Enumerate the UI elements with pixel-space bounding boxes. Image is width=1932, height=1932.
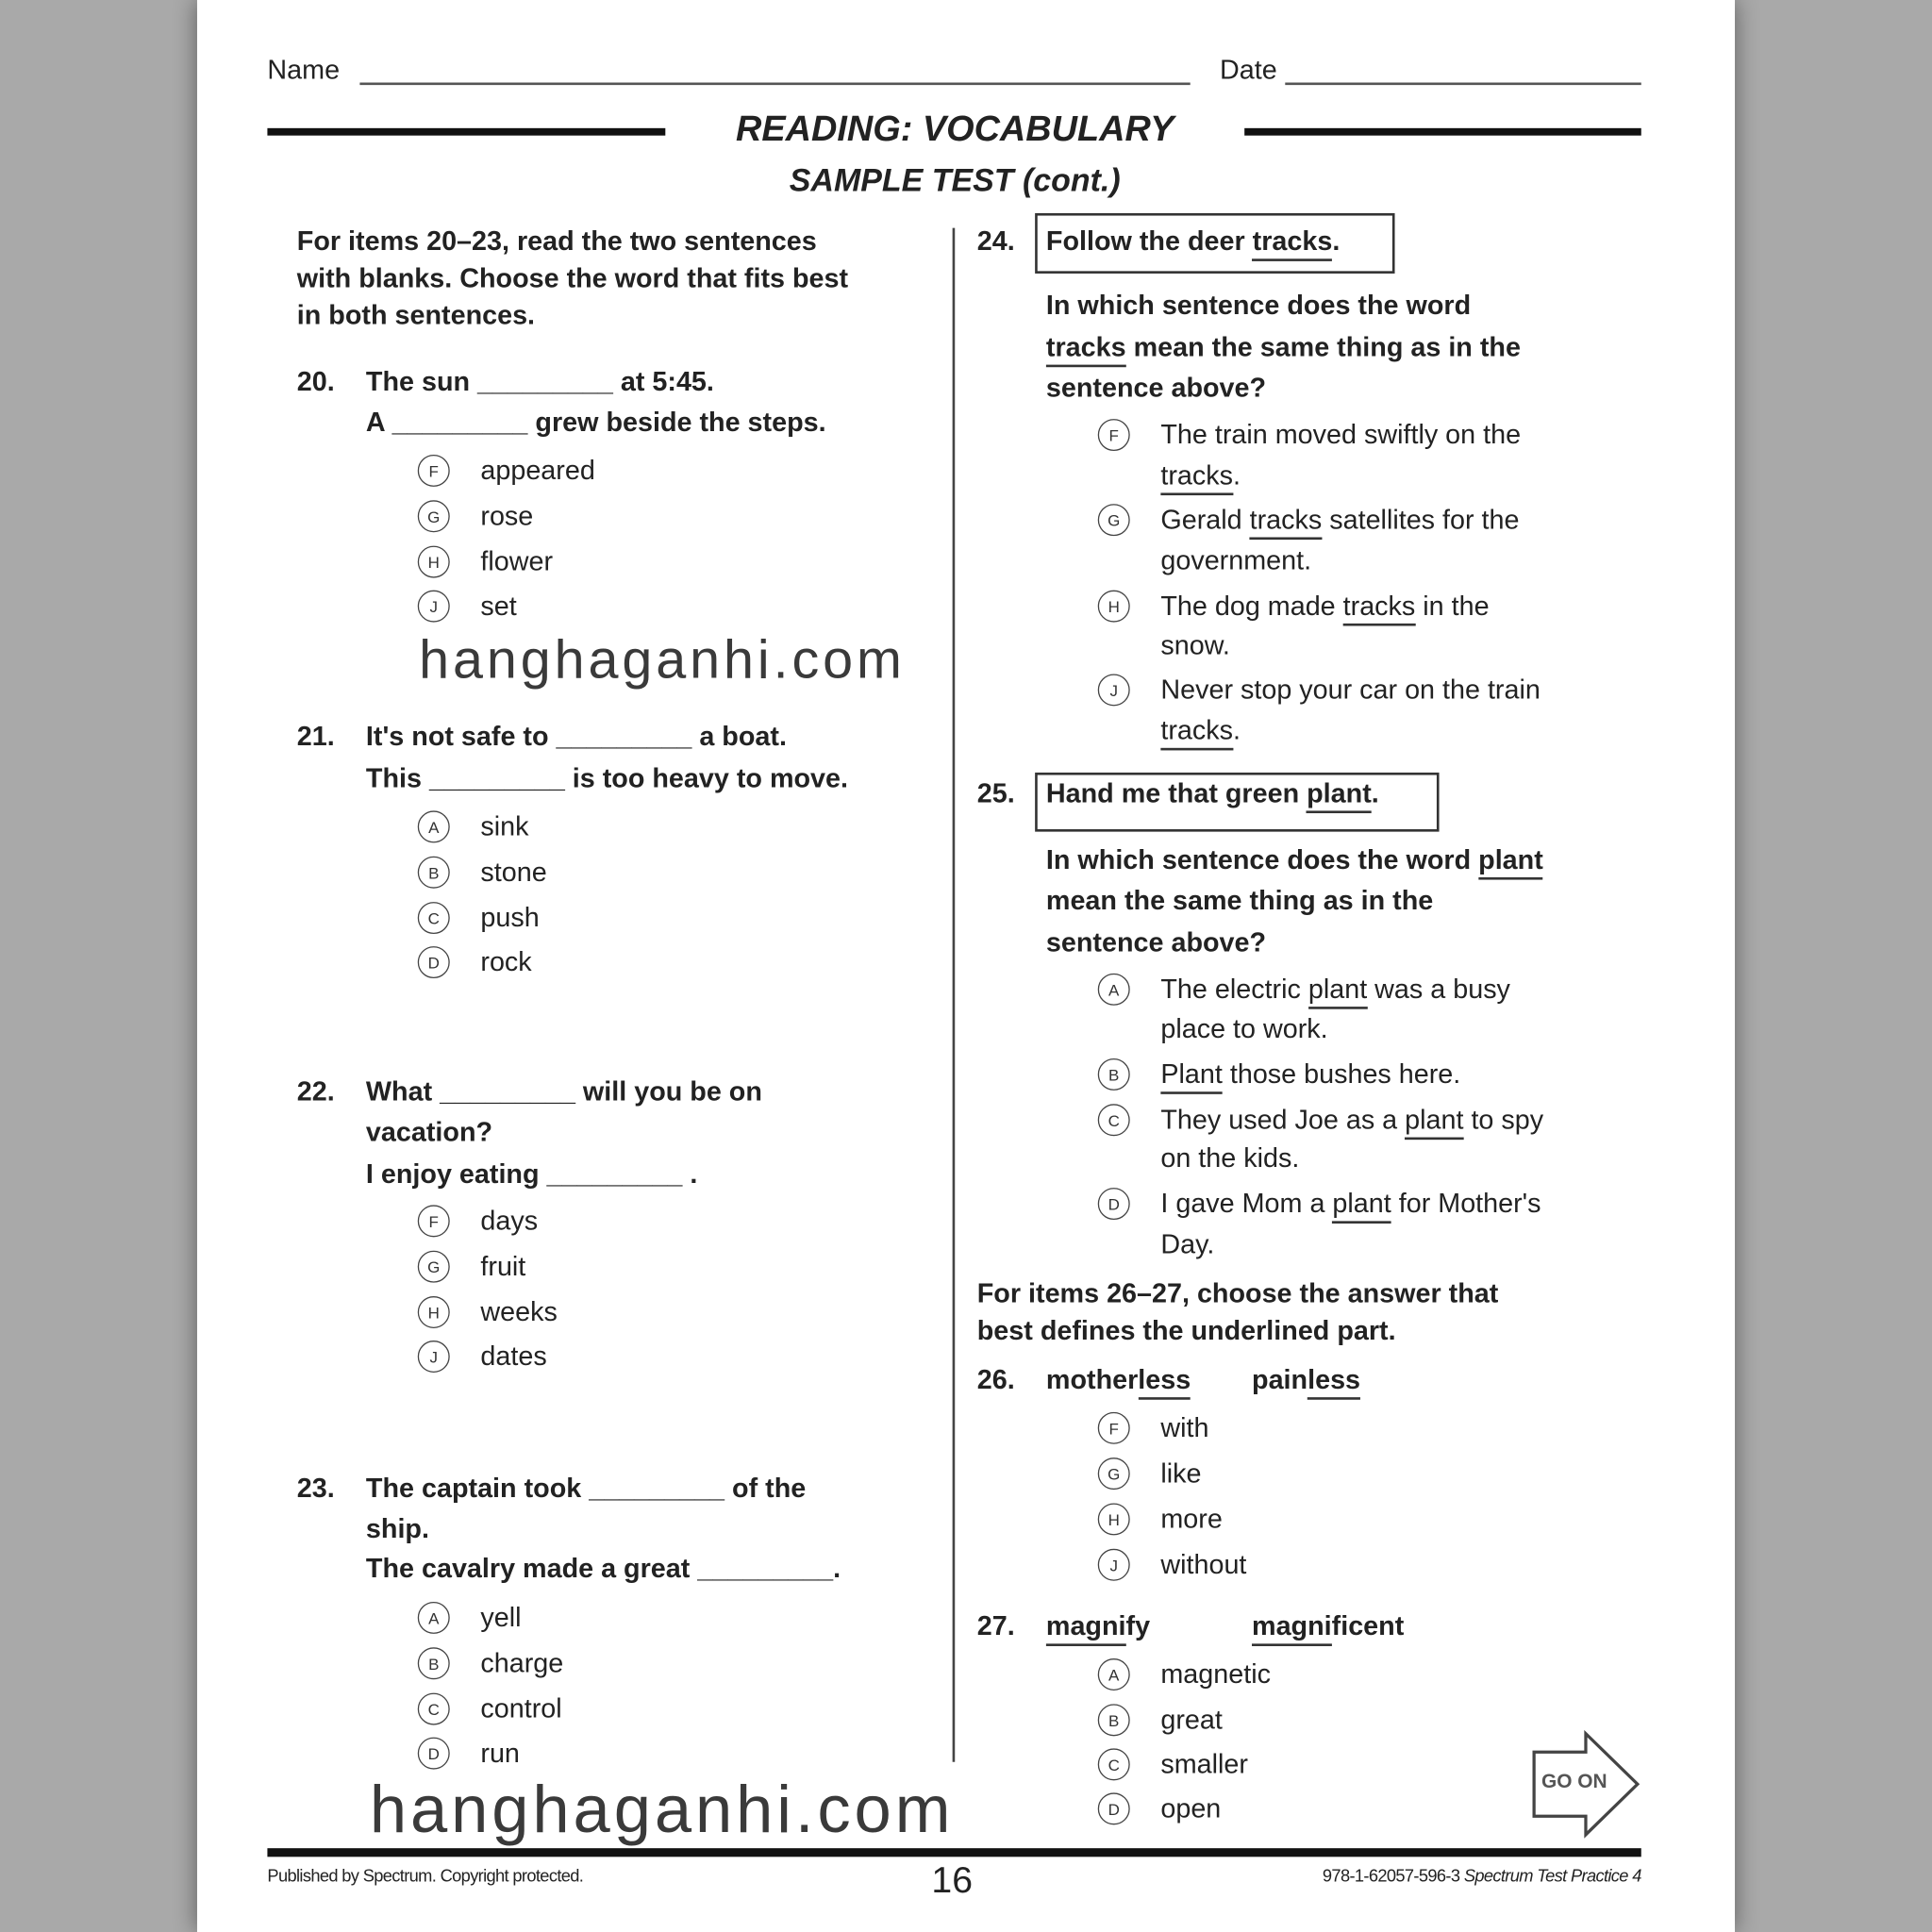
underlined-word: tracks bbox=[1046, 331, 1126, 367]
isbn: 978-1-62057-596-3 bbox=[1322, 1865, 1460, 1886]
question-number: 26. bbox=[976, 1363, 1015, 1395]
answer-bubble-j[interactable]: J bbox=[1098, 674, 1130, 706]
answer-bubble-d[interactable]: D bbox=[418, 946, 450, 978]
boxed-sentence bbox=[1046, 225, 1340, 258]
answer-option-text bbox=[1160, 1058, 1460, 1091]
name-line bbox=[359, 83, 1190, 86]
text-segment: Gerald bbox=[1160, 504, 1250, 535]
answer-bubble-j[interactable]: J bbox=[1098, 1549, 1130, 1581]
text-segment: was a busy bbox=[1367, 973, 1510, 1005]
text-segment: Day. bbox=[1160, 1228, 1215, 1259]
text-segment: Follow the deer bbox=[1045, 225, 1253, 257]
question-text: The sun _________ at 5:45. bbox=[365, 365, 714, 397]
underlined-word: less bbox=[1307, 1364, 1360, 1400]
text-segment: . bbox=[1332, 225, 1341, 257]
title-rule-left bbox=[267, 128, 665, 136]
answer-bubble-j[interactable]: J bbox=[418, 1341, 450, 1373]
question-number: 20. bbox=[296, 365, 335, 397]
question-number: 21. bbox=[296, 720, 335, 752]
instructions-line: with blanks. Choose the word that fits best bbox=[296, 261, 849, 293]
text-segment: The electric bbox=[1160, 973, 1308, 1005]
question-number: 24. bbox=[976, 225, 1015, 257]
text-segment: In which sentence does the word bbox=[1045, 843, 1479, 875]
answer-option-text: control bbox=[480, 1692, 562, 1724]
answer-option-text: fruit bbox=[480, 1250, 526, 1282]
word-2 bbox=[1252, 1364, 1360, 1396]
answer-bubble-a[interactable]: A bbox=[1098, 1658, 1130, 1690]
text-segment: . bbox=[1233, 459, 1241, 491]
question-number: 25. bbox=[976, 776, 1015, 808]
answer-bubble-c[interactable]: C bbox=[1098, 1748, 1130, 1780]
answer-bubble-h[interactable]: H bbox=[1098, 1503, 1130, 1535]
page-number: 16 bbox=[931, 1860, 974, 1902]
answer-bubble-d[interactable]: D bbox=[1098, 1188, 1130, 1220]
underlined-word: magni bbox=[1046, 1610, 1126, 1646]
text-segment: on the kids. bbox=[1160, 1141, 1300, 1174]
date-line bbox=[1285, 83, 1641, 86]
text-segment: in the bbox=[1415, 590, 1490, 622]
text-segment: Never stop your car on the train bbox=[1160, 674, 1541, 706]
question-prompt bbox=[1046, 290, 1471, 322]
question-text: This _________ is too heavy to move. bbox=[365, 762, 848, 793]
answer-option-text bbox=[1160, 974, 1510, 1006]
boxed-sentence bbox=[1046, 777, 1379, 809]
name-label: Name bbox=[267, 54, 341, 85]
answer-option-text: more bbox=[1160, 1503, 1223, 1534]
answer-option-text bbox=[1160, 459, 1241, 491]
instructions-line: For items 26–27, choose the answer that bbox=[976, 1277, 1499, 1308]
answer-option-text: dates bbox=[480, 1340, 547, 1372]
underlined-word: plant bbox=[1478, 844, 1543, 880]
answer-bubble-h[interactable]: H bbox=[418, 1296, 450, 1328]
text-segment: snow. bbox=[1160, 629, 1230, 661]
answer-bubble-b[interactable]: B bbox=[418, 1647, 450, 1679]
answer-option-text: yell bbox=[480, 1601, 522, 1633]
answer-option-text bbox=[1160, 1013, 1327, 1045]
answer-option-text bbox=[1160, 1228, 1214, 1260]
answer-bubble-c[interactable]: C bbox=[418, 1693, 450, 1725]
answer-bubble-c[interactable]: C bbox=[1098, 1104, 1130, 1136]
answer-option-text bbox=[1160, 1188, 1541, 1220]
answer-option-text: appeared bbox=[480, 454, 595, 486]
question-prompt bbox=[1046, 926, 1266, 958]
watermark: hanghaganhi.com bbox=[369, 1773, 955, 1847]
answer-option-text: set bbox=[480, 590, 517, 622]
text-segment: fy bbox=[1125, 1610, 1151, 1641]
answer-option-text bbox=[1160, 419, 1521, 451]
text-segment: . bbox=[1233, 714, 1241, 746]
answer-option-text: like bbox=[1160, 1457, 1202, 1489]
answer-bubble-a[interactable]: A bbox=[1098, 974, 1130, 1006]
text-segment: . bbox=[1371, 777, 1379, 808]
answer-bubble-f[interactable]: F bbox=[1098, 419, 1130, 451]
text-segment: mother bbox=[1045, 1363, 1139, 1395]
text-segment: In which sentence does the word bbox=[1045, 289, 1472, 321]
answer-option-text bbox=[1160, 715, 1241, 747]
answer-option-text: days bbox=[480, 1205, 539, 1236]
answer-bubble-b[interactable]: B bbox=[418, 857, 450, 889]
answer-option-text: run bbox=[480, 1737, 520, 1769]
answer-option-text bbox=[1160, 1142, 1299, 1174]
instructions-line: best defines the underlined part. bbox=[976, 1314, 1396, 1346]
answer-bubble-d[interactable]: D bbox=[418, 1738, 450, 1770]
answer-bubble-c[interactable]: C bbox=[418, 902, 450, 934]
text-segment: mean the same thing as in the bbox=[1125, 331, 1521, 362]
text-segment: those bushes here. bbox=[1222, 1058, 1461, 1090]
question-prompt bbox=[1046, 372, 1266, 404]
answer-bubble-g[interactable]: G bbox=[1098, 1457, 1130, 1490]
answer-bubble-h[interactable]: H bbox=[418, 546, 450, 578]
answer-option-text: smaller bbox=[1160, 1748, 1248, 1779]
word-1 bbox=[1046, 1610, 1150, 1642]
answer-option-text: rose bbox=[480, 500, 534, 531]
answer-option-text: stone bbox=[480, 856, 547, 888]
answer-option-text bbox=[1160, 674, 1540, 706]
answer-bubble-f[interactable]: F bbox=[1098, 1412, 1130, 1444]
go-on-label: GO ON bbox=[1541, 1772, 1607, 1793]
question-prompt bbox=[1046, 844, 1543, 876]
question-number: 22. bbox=[296, 1074, 335, 1107]
word-2 bbox=[1252, 1610, 1404, 1642]
text-segment: pain bbox=[1252, 1363, 1308, 1395]
question-text: I enjoy eating _________ . bbox=[365, 1158, 698, 1190]
answer-option-text: with bbox=[1160, 1411, 1209, 1443]
answer-option-text bbox=[1160, 629, 1229, 661]
question-text: What _________ will you be on bbox=[365, 1074, 762, 1107]
answer-option-text bbox=[1160, 1104, 1543, 1136]
question-number: 27. bbox=[976, 1609, 1015, 1641]
text-segment: for Mother's bbox=[1391, 1188, 1541, 1219]
page-subtitle: SAMPLE TEST (cont.) bbox=[789, 161, 1121, 199]
answer-option-text: sink bbox=[480, 810, 529, 841]
text-segment: I gave Mom a bbox=[1160, 1188, 1333, 1219]
answer-bubble-a[interactable]: A bbox=[418, 810, 450, 842]
question-text: The captain took _________ of the bbox=[365, 1472, 807, 1504]
underlined-word: tracks bbox=[1250, 504, 1323, 540]
text-segment: place to work. bbox=[1160, 1012, 1328, 1044]
answer-option-text: magnetic bbox=[1160, 1657, 1271, 1690]
question-text: The cavalry made a great _________. bbox=[365, 1552, 841, 1584]
question-text: A _________ grew beside the steps. bbox=[365, 406, 826, 438]
text-segment: The dog made bbox=[1160, 590, 1343, 622]
text-segment: sentence above? bbox=[1045, 926, 1267, 958]
page-title: READING: VOCABULARY bbox=[736, 109, 1174, 150]
underlined-word: plant bbox=[1308, 974, 1367, 1009]
date-label: Date bbox=[1220, 54, 1277, 85]
answer-bubble-f[interactable]: F bbox=[418, 455, 450, 487]
instructions-line: in both sentences. bbox=[296, 299, 536, 330]
answer-bubble-b[interactable]: B bbox=[1098, 1704, 1130, 1736]
text-segment: government. bbox=[1160, 544, 1312, 575]
footer-publisher: Published by Spectrum. Copyright protected. bbox=[267, 1865, 584, 1886]
answer-bubble-g[interactable]: G bbox=[1098, 504, 1130, 536]
answer-option-text: open bbox=[1160, 1792, 1222, 1824]
underlined-word: plant bbox=[1405, 1104, 1463, 1140]
text-segment: mean the same thing as in the bbox=[1045, 884, 1434, 916]
underlined-word: tracks bbox=[1160, 459, 1233, 495]
answer-option-text: charge bbox=[480, 1647, 564, 1678]
answer-option-text: flower bbox=[480, 545, 554, 576]
question-text: It's not safe to _________ a boat. bbox=[365, 720, 787, 752]
answer-option-text: rock bbox=[480, 945, 532, 977]
answer-bubble-b[interactable]: B bbox=[1098, 1058, 1130, 1091]
answer-option-text: without bbox=[1160, 1548, 1247, 1580]
text-segment: to spy bbox=[1463, 1104, 1544, 1135]
footer-rule bbox=[267, 1848, 1641, 1857]
book-title: Spectrum Test Practice 4 bbox=[1463, 1865, 1641, 1886]
text-segment: ficent bbox=[1331, 1610, 1405, 1641]
text-segment: Hand me that green bbox=[1045, 777, 1307, 808]
question-prompt bbox=[1046, 331, 1521, 363]
column-divider bbox=[953, 228, 956, 1762]
answer-option-text: great bbox=[1160, 1704, 1223, 1735]
question-number: 23. bbox=[296, 1472, 335, 1504]
underlined-word: magni bbox=[1252, 1610, 1332, 1646]
underlined-word: plant bbox=[1332, 1188, 1391, 1224]
answer-bubble-a[interactable]: A bbox=[418, 1602, 450, 1634]
instructions-line: For items 20–23, read the two sentences bbox=[296, 225, 817, 257]
underlined-word: Plant bbox=[1160, 1058, 1223, 1094]
answer-option-text bbox=[1160, 544, 1311, 576]
footer-book-info bbox=[1217, 1865, 1641, 1885]
answer-option-text: push bbox=[480, 901, 540, 933]
underlined-word: tracks bbox=[1160, 715, 1233, 751]
underlined-word: tracks bbox=[1253, 225, 1333, 261]
question-prompt bbox=[1046, 885, 1433, 917]
answer-bubble-h[interactable]: H bbox=[1098, 591, 1130, 623]
underlined-word: less bbox=[1138, 1364, 1191, 1400]
answer-option-text bbox=[1160, 591, 1489, 623]
question-text: ship. bbox=[365, 1512, 429, 1544]
watermark: hanghaganhi.com bbox=[419, 629, 906, 691]
answer-bubble-f[interactable]: F bbox=[418, 1205, 450, 1237]
title-rule-right bbox=[1244, 128, 1641, 136]
answer-bubble-d[interactable]: D bbox=[1098, 1792, 1130, 1824]
underlined-word: plant bbox=[1307, 777, 1372, 813]
answer-option-text: weeks bbox=[480, 1295, 558, 1327]
answer-bubble-g[interactable]: G bbox=[418, 1251, 450, 1283]
text-segment: satellites for the bbox=[1322, 504, 1520, 535]
question-text: vacation? bbox=[365, 1116, 493, 1147]
text-segment: The train moved swiftly on the bbox=[1160, 419, 1522, 450]
answer-bubble-j[interactable]: J bbox=[418, 591, 450, 623]
underlined-word: tracks bbox=[1343, 591, 1416, 626]
text-segment: They used Joe as a bbox=[1160, 1104, 1406, 1135]
text-segment: sentence above? bbox=[1045, 372, 1267, 404]
answer-bubble-g[interactable]: G bbox=[418, 500, 450, 532]
answer-option-text bbox=[1160, 504, 1519, 536]
word-1 bbox=[1046, 1364, 1191, 1396]
